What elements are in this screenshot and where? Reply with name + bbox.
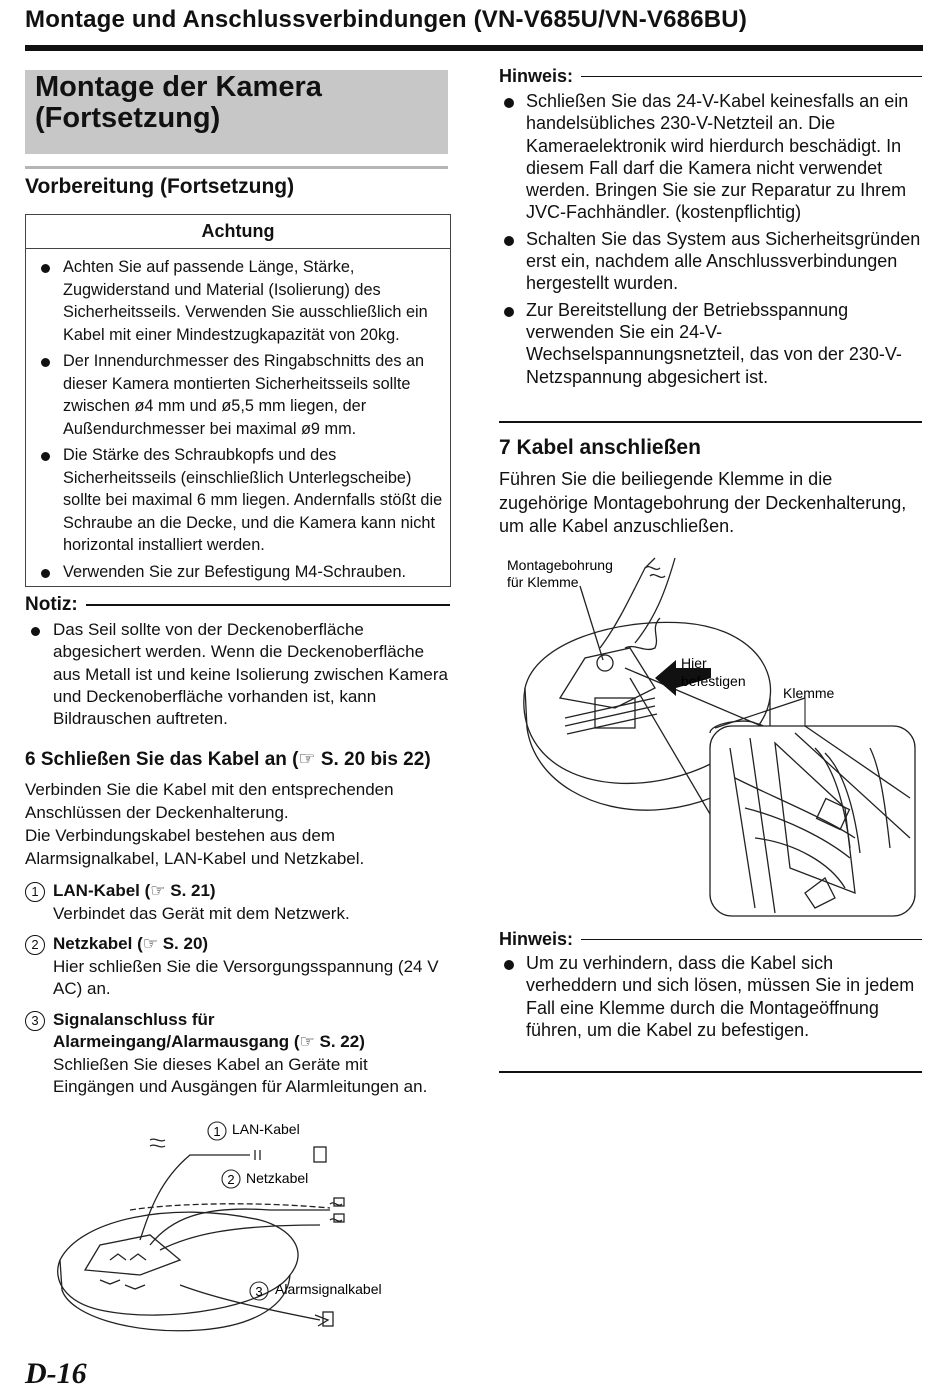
caution-box (25, 214, 451, 587)
fig-label-lan: LAN-Kabel (232, 1121, 300, 1137)
step7-body: Führen Sie die beiliegende Klemme in die zugehörige Montagebohrung der Deckenhalterung, um alle Kabel anzuschließen. (499, 469, 907, 536)
step6-body (25, 778, 450, 870)
caution-item: Verwenden Sie zur Befestigung M4-Schrauben. (26, 561, 450, 584)
fig-label-clamp: Klemme (783, 685, 835, 701)
item-text: Hier schließen Sie die Versorgungsspannung (24 V AC) an. (53, 956, 439, 998)
hinweis2-bottom-rule (499, 1071, 922, 1073)
section-title-line2: (Fortsetzung) (35, 102, 221, 134)
notiz-heading (25, 594, 450, 616)
clamp-figure (505, 548, 920, 923)
hinweis2-heading (499, 929, 922, 950)
step6-body-line2: Die Verbindungskabel bestehen aus dem Alarmsignalkabel, LAN-Kabel und Netzkabel. (25, 826, 365, 868)
cable-connection-figure (40, 1110, 420, 1350)
step6-heading (25, 748, 431, 771)
caution-item: Achten Sie auf passende Länge, Stärke, Zugwiderstand und Material (Isolierung) des Sicherheitsseils. Verwenden Sie ausschließlich ein Kabel mit einer Mindestzugkapazität von 20kg. (26, 256, 450, 346)
hinweis1-list (499, 90, 922, 388)
hinweis1-bottom-rule (499, 421, 922, 423)
step7-number: 7 (499, 436, 511, 459)
hinweis2-label: Hinweis: (499, 929, 574, 949)
section-title-underline (25, 166, 448, 169)
fig-label-fix-line1: Hier (681, 655, 707, 671)
fig-label3-num: 3 (255, 1284, 263, 1299)
hinweis1-heading (499, 66, 922, 87)
hinweis2-block (499, 952, 922, 1045)
item-number-circle: 2 (25, 935, 45, 955)
item-number-circle: 1 (25, 882, 45, 902)
fig-label-alarm: Alarmsignalkabel (275, 1281, 382, 1297)
step6-item-power (25, 933, 450, 1001)
fig-label-hole-line2: für Klemme (507, 574, 579, 590)
step6-body-line1: Verbinden Sie die Kabel mit den entsprechenden Anschlüssen der Deckenhalterung. (25, 780, 394, 822)
section-subtitle: Vorbereitung (Fortsetzung) (25, 175, 295, 198)
item-title: Netzkabel (☞ S. 20) (53, 934, 209, 953)
section-title-line1: Montage der Kamera (35, 71, 322, 103)
hinweis1-item: Schließen Sie das 24-V-Kabel keinesfalls an ein handelsübliches 230-V-Netzteil an. Die Kameraelektronik wird hierdurch beschädigt. In diesem Fall darf die Kamera nicht verwendet werden. Bringen Sie sie zur Reparatur zu Ihrem JVC-Fachhändler. (kostenpflichtig) (499, 90, 922, 224)
hinweis2-item: Um zu verhindern, dass die Kabel sich verheddern und sich lösen, müssen Sie in jedem Fall eine Klemme durch die Montageöffnung führen, um die Kabel zu befestigen. (499, 952, 922, 1041)
notiz-item: Das Seil sollte von der Deckenoberfläche abgesichert werden. Wenn die Deckenoberfläche aus Metall ist und keine Isolierung zwischen Kamera und Deckenoberfläche vorhanden ist, kann Bildrauschen auftreten. (25, 619, 450, 730)
item-text: Verbindet das Gerät mit dem Netzwerk. (53, 903, 350, 923)
notiz-block (25, 619, 450, 730)
header-rule (25, 45, 923, 51)
step6-number: 6 (25, 749, 36, 770)
item-number-circle: 3 (25, 1011, 45, 1031)
caution-title: Achtung (26, 215, 450, 249)
item-text: Schließen Sie dieses Kabel an Geräte mit Eingängen und Ausgängen für Alarmleitungen an. (53, 1054, 428, 1096)
hinweis2-list (499, 952, 922, 1041)
page-header-title: Montage und Anschlussverbindungen (VN-V685U/VN-V686BU) (25, 6, 748, 33)
caution-list (26, 249, 450, 583)
fig-label2-num: 2 (227, 1172, 235, 1187)
step6-numbered-list (25, 880, 450, 1107)
fig-label-hole-line1: Montagebohrung (507, 557, 613, 573)
section-title-box (25, 70, 448, 154)
fig-label-fix-line2: befestigen (681, 673, 746, 689)
hinweis1-item: Zur Bereitstellung der Betriebsspannung verwenden Sie ein 24-V-Wechselspannungsnetzteil, das von der 230-V-Netzspannung abgesichert ist. (499, 299, 922, 388)
step6-item-lan (25, 880, 450, 925)
hinweis1-block (499, 90, 922, 392)
notiz-label: Notiz: (25, 594, 78, 615)
notiz-list (25, 619, 450, 730)
step7-heading (499, 436, 701, 460)
step7-title: Kabel anschließen (516, 436, 701, 459)
step6-title: Schließen Sie das Kabel an (☞ S. 20 bis 22) (40, 749, 431, 770)
item-title: Signalanschluss für Alarmeingang/Alarmausgang (☞ S. 22) (53, 1009, 365, 1051)
step6-item-alarm (25, 1009, 450, 1099)
fig-label1-num: 1 (213, 1124, 221, 1139)
caution-item: Der Innendurchmesser des Ringabschnitts des an dieser Kamera montierten Sicherheitsseils sollte zwischen ø4 mm und ø5,5 mm liegen, der Außendurchmesser bei maximal ø9 mm. (26, 350, 450, 440)
hinweis1-label: Hinweis: (499, 66, 574, 86)
page-number: D-16 (25, 1357, 87, 1390)
fig-label-power: Netzkabel (246, 1170, 309, 1186)
caution-item: Die Stärke des Schraubkopfs und des Sicherheitsseils (einschließlich Unterlegscheibe) sollte bei maximal 6 mm liegen. Andernfalls stößt die Schraube an die Decke, und die Kamera kann nicht horizontal installiert werden. (26, 444, 450, 557)
item-title: LAN-Kabel (☞ S. 21) (53, 881, 216, 900)
hinweis1-item: Schalten Sie das System aus Sicherheitsgründen erst ein, nachdem alle Anschlussverbindungen hergestellt wurden. (499, 228, 922, 295)
